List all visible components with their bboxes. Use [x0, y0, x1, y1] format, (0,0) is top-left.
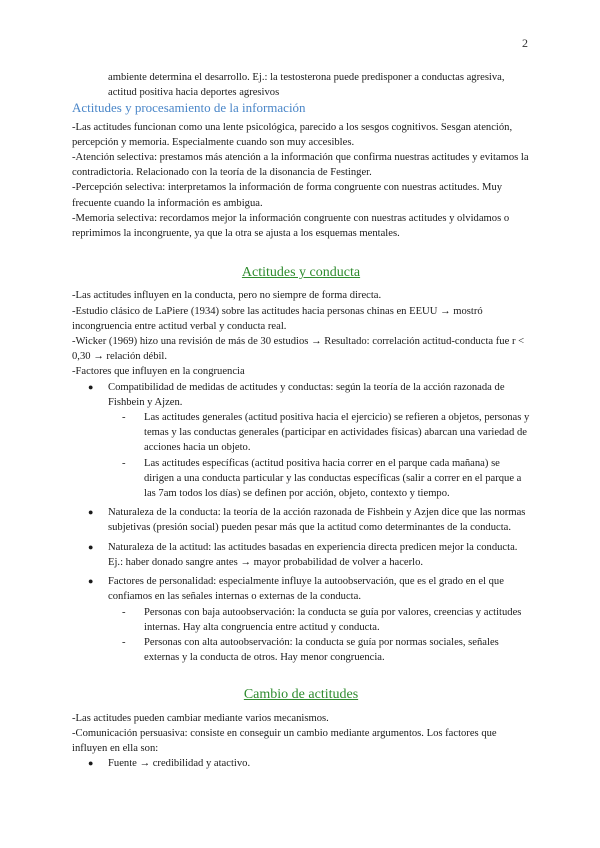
paragraph: -Las actitudes pueden cambiar mediante varios mecanismos. — [72, 712, 329, 724]
sub-list-item — [108, 456, 530, 502]
bullet-icon: ● — [88, 381, 94, 392]
section-procesamiento-body — [72, 120, 530, 242]
paragraph: -Las actitudes funcionan como una lente psicológica, parecido a los sesgos cognitivos. Sesgan atención, percepción y memoria. Especialmente cuando son muy accesibles. — [72, 121, 513, 148]
paragraph: -Factores que influyen en la congruencia — [72, 366, 245, 378]
dash-marker: - — [122, 606, 126, 618]
list-item-text: Naturaleza de la conducta: la teoría de la acción razonada de Fishbein y Azjen dice que las normas subjetivas (presión social) pueden pesar más que la actitud como determinantes de la conducta. — [108, 507, 526, 534]
sub-list-item — [108, 635, 530, 665]
spacer — [72, 241, 530, 265]
persuasion-factors-list — [72, 756, 530, 771]
sub-list-item-text: Las actitudes generales (actitud positiva hacia el ejercicio) se refieren a objetos, personas y temas y las conductas generales (participar en actividades físicas) abarcan una variedad de acciones hacia un objeto. — [144, 412, 530, 454]
paragraph: -Percepción selectiva: interpretamos la información de forma congruente con nuestras actitudes. Muy frecuente cuando la información es ambigua. — [72, 182, 503, 209]
factors-list — [72, 380, 530, 666]
sub-list-item-text: Personas con alta autoobservación: la conducta se guía por normas sociales, señales externas y la conducta de otros. Hay menor congruencia. — [144, 636, 499, 664]
continuation-paragraph: ambiente determina el desarrollo. Ej.: la testosterona puede predisponer a conductas agresiva, actitud positiva hacia deportes agresivos — [108, 72, 505, 99]
bullet-icon: ● — [88, 541, 94, 552]
paragraph: -Wicker (1969) hizo una revisión de más de 30 estudios → Resultado: correlación actitud-conducta fue r < 0,30 → relación débil. — [72, 336, 525, 363]
sub-list-item-text: Las actitudes específicas (actitud positiva hacia correr en el parque cada mañana) se dirigen a una conducta particular y las conductas específicas (salir a correr en el parque a las 7am todos los días) se definen por acción, objeto, contexto y tiempo. — [144, 457, 522, 500]
list-item — [72, 505, 530, 535]
dash-marker: - — [122, 412, 126, 424]
list-item — [72, 574, 530, 665]
bullet-icon: ● — [88, 576, 94, 587]
sub-list-item-text: Personas con baja autoobservación: la conducta se guía por valores, creencias y actitudes internas. Hay alta congruencia entre actitud y conducta. — [144, 606, 522, 633]
list-item — [72, 540, 530, 570]
dash-marker: - — [122, 636, 126, 648]
page-content — [72, 70, 530, 775]
list-item-text: Fuente → credibilidad y atactivo. — [108, 758, 251, 770]
dash-marker: - — [122, 457, 126, 469]
sub-list — [108, 605, 530, 666]
spacer — [72, 669, 530, 687]
paragraph: -Comunicación persuasiva: consiste en conseguir un cambio mediante argumentos. Los factores que influyen en ella son: — [72, 727, 497, 754]
sub-list — [108, 410, 530, 501]
paragraph: -Las actitudes influyen en la conducta, pero no siempre de forma directa. — [72, 290, 382, 302]
section-cambio-body — [72, 711, 530, 772]
section-conducta-body — [72, 288, 530, 665]
sub-list-item — [108, 605, 530, 635]
section-heading-actitudes-conducta: Actitudes y conducta — [241, 265, 361, 281]
paragraph: -Estudio clásico de LaPiere (1934) sobre las actitudes hacia personas chinas en EEUU → mostró incongruencia entre actitud verbal y conducta real. — [72, 305, 483, 332]
list-item-text: Compatibilidad de medidas de actitudes y conductas: según la teoría de la acción razonada de Fishbein y Ajzen. — [108, 381, 505, 408]
bullet-icon: ● — [88, 758, 94, 769]
list-item-text: Factores de personalidad: especialmente influye la autoobservación, que es el grado en el que confiamos en las señales internas o externas de la conducta. — [108, 576, 504, 603]
paragraph: -Memoria selectiva: recordamos mejor la información congruente con nuestras actitudes y olvidamos o reprimimos la incongruente, ya que la otra se ajusta a los esquemas mentales. — [72, 212, 510, 240]
section-heading-cambio-actitudes: Cambio de actitudes — [243, 687, 359, 703]
sub-list-item — [108, 410, 530, 456]
list-item-text: Naturaleza de la actitud: las actitudes basadas en experiencia directa predicen mejor la conducta. Ej.: haber donado sangre antes → mayor probabilidad de volver a hacerlo. — [108, 541, 518, 568]
list-item — [72, 756, 530, 771]
paragraph: -Atención selectiva: prestamos más atención a la información que confirma nuestras actitudes y evitamos la contradictoria. Relacionado con la teoría de la disonancia de Festinger. — [72, 152, 529, 179]
list-item — [72, 380, 530, 502]
section-heading-procesamiento: Actitudes y procesamiento de la información — [72, 100, 306, 116]
page-number: 2 — [522, 36, 528, 50]
bullet-icon: ● — [88, 507, 94, 518]
